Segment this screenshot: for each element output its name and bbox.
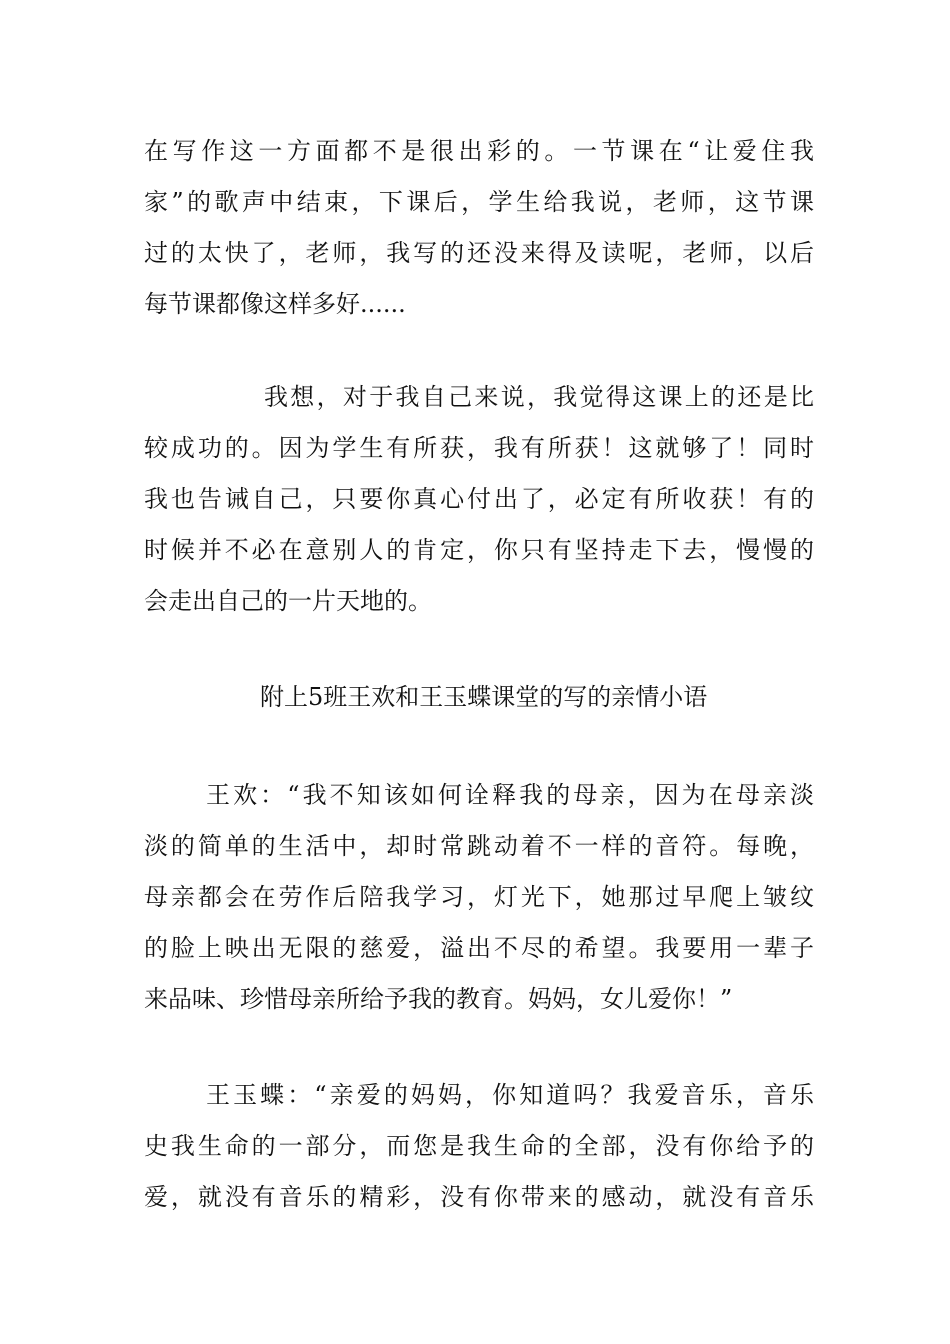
paragraph-wang-yudie <box>144 1070 814 1223</box>
text-line: 我想，对于我自己来说，我觉得这课上的还是比 <box>264 383 814 411</box>
text-line: 我也告诫自己，只要你真心付出了，必定有所收获！有的 <box>144 485 814 513</box>
text-line: 每节课都像这样多好...... <box>144 290 406 318</box>
paragraph-wang-huan <box>144 770 814 1025</box>
text-line: 爱，就没有音乐的精彩，没有你带来的感动，就没有音乐 <box>144 1183 814 1211</box>
text-line: 史我生命的一部分，而您是我生命的全部，没有你给予的 <box>144 1132 814 1160</box>
text-line: 会走出自己的一片天地的。 <box>144 587 432 615</box>
text-line: 的脸上映出无限的慈爱，溢出不尽的希望。我要用一辈子 <box>144 934 814 962</box>
text-line: 时候并不必在意别人的肯定，你只有坚持走下去，慢慢的 <box>144 536 814 564</box>
text-line: 淡的简单的生活中，却时常跳动着不一样的音符。每晚， <box>144 832 814 860</box>
text-line: 较成功的。因为学生有所获，我有所获！这就够了！同时 <box>144 434 814 462</box>
text-line: 母亲都会在劳作后陪我学习，灯光下，她那过早爬上皱纹 <box>144 883 814 911</box>
text-line: 王欢：“我不知该如何诠释我的母亲，因为在母亲淡 <box>206 781 814 809</box>
paragraph-reflection <box>144 372 814 627</box>
section-heading: 附上5班王欢和王玉蝶课堂的写的亲情小语 <box>260 683 708 711</box>
text-line: 在写作这一方面都不是很出彩的。一节课在“让爱住我 <box>144 137 814 165</box>
text-line: 过的太快了，老师，我写的还没来得及读呢，老师，以后 <box>144 239 814 267</box>
text-line: 家”的歌声中结束，下课后，学生给我说，老师，这节课 <box>144 188 814 216</box>
text-line: 来品味、珍惜母亲所给予我的教育。妈妈，女儿爱你！” <box>144 985 733 1013</box>
text-line: 王玉蝶：“亲爱的妈妈，你知道吗？我爱音乐，音乐 <box>206 1081 814 1109</box>
paragraph-closing-lesson <box>144 126 814 330</box>
